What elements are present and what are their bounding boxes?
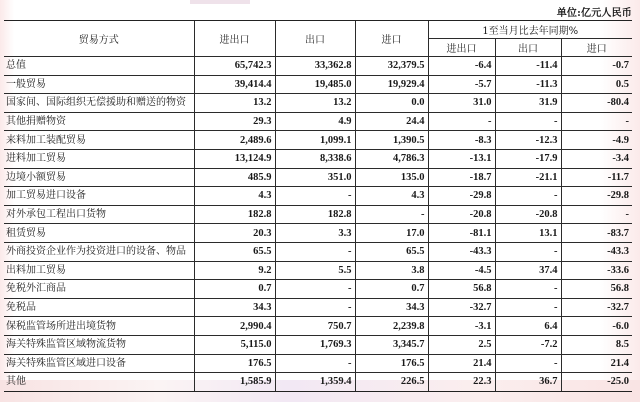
cell-yoy-import: -29.8 xyxy=(561,187,632,206)
cell-total: 176.5 xyxy=(194,354,275,373)
header-import: 进口 xyxy=(355,21,428,57)
cell-yoy-import: -6.0 xyxy=(561,317,632,336)
cell-import: 32,379.5 xyxy=(355,57,428,76)
cell-yoy-total: -18.7 xyxy=(428,168,495,187)
cell-import: 24.4 xyxy=(355,112,428,131)
cell-yoy-total: -6.4 xyxy=(428,57,495,76)
cell-import: 65.5 xyxy=(355,242,428,261)
header-yoy-group: 1至当月比去年同期% xyxy=(428,21,632,39)
cell-name: 保税监管场所进出境货物 xyxy=(4,317,194,336)
cell-yoy-export: -20.8 xyxy=(495,205,561,224)
cell-total: 2,489.6 xyxy=(194,131,275,150)
cell-yoy-total: - xyxy=(428,112,495,131)
header-yoy-export: 出口 xyxy=(495,39,561,57)
cell-total: 39,414.4 xyxy=(194,75,275,94)
cell-name: 海关特殊监管区域物流货物 xyxy=(4,335,194,354)
cell-import: 2,239.8 xyxy=(355,317,428,336)
cell-yoy-import: -33.6 xyxy=(561,261,632,280)
cell-yoy-import: -3.4 xyxy=(561,149,632,168)
cell-total: 1,585.9 xyxy=(194,373,275,392)
cell-yoy-export: -12.3 xyxy=(495,131,561,150)
cell-yoy-export: - xyxy=(495,242,561,261)
cell-export: - xyxy=(275,298,355,317)
cell-yoy-import: -83.7 xyxy=(561,224,632,243)
table-row xyxy=(4,224,632,243)
cell-yoy-import: 8.5 xyxy=(561,335,632,354)
table-row xyxy=(4,149,632,168)
cell-export: - xyxy=(275,187,355,206)
cell-import: 4.3 xyxy=(355,187,428,206)
header-total: 进出口 xyxy=(194,21,275,57)
cell-total: 29.3 xyxy=(194,112,275,131)
table-row xyxy=(4,298,632,317)
cell-export: 1,359.4 xyxy=(275,373,355,392)
cell-yoy-import: -80.4 xyxy=(561,94,632,113)
cell-name: 来料加工装配贸易 xyxy=(4,131,194,150)
cell-export: 182.8 xyxy=(275,205,355,224)
cell-name: 对外承包工程出口货物 xyxy=(4,205,194,224)
header-export: 出口 xyxy=(275,21,355,57)
table-row xyxy=(4,205,632,224)
cell-export: 1,099.1 xyxy=(275,131,355,150)
cell-yoy-total: -32.7 xyxy=(428,298,495,317)
cell-yoy-export: -7.2 xyxy=(495,335,561,354)
cell-import: 0.0 xyxy=(355,94,428,113)
cell-export: - xyxy=(275,354,355,373)
cell-export: 33,362.8 xyxy=(275,57,355,76)
table-row xyxy=(4,57,632,76)
table-row xyxy=(4,261,632,280)
cell-yoy-import: - xyxy=(561,112,632,131)
cell-total: 2,990.4 xyxy=(194,317,275,336)
trade-mode-table xyxy=(4,20,632,392)
table-row xyxy=(4,94,632,113)
cell-yoy-export: 37.4 xyxy=(495,261,561,280)
cell-name: 国家间、国际组织无偿援助和赠送的物资 xyxy=(4,94,194,113)
table-row xyxy=(4,187,632,206)
cell-name: 其他捐赠物资 xyxy=(4,112,194,131)
cell-yoy-import: 21.4 xyxy=(561,354,632,373)
cell-name: 边境小额贸易 xyxy=(4,168,194,187)
cell-yoy-import: -0.7 xyxy=(561,57,632,76)
cell-export: 5.5 xyxy=(275,261,355,280)
cell-yoy-export: -11.4 xyxy=(495,57,561,76)
cell-yoy-total: -4.5 xyxy=(428,261,495,280)
cell-yoy-import: 0.5 xyxy=(561,75,632,94)
cell-import: - xyxy=(355,205,428,224)
cell-export: 3.3 xyxy=(275,224,355,243)
table-row xyxy=(4,354,632,373)
cell-total: 13.2 xyxy=(194,94,275,113)
cell-name: 进料加工贸易 xyxy=(4,149,194,168)
table-row xyxy=(4,75,632,94)
cell-yoy-total: -29.8 xyxy=(428,187,495,206)
cell-yoy-import: -25.0 xyxy=(561,373,632,392)
cell-name: 一般贸易 xyxy=(4,75,194,94)
unit-label: 单位:亿元人民币 xyxy=(556,8,632,19)
table-row xyxy=(4,168,632,187)
table-row xyxy=(4,131,632,150)
cell-import: 226.5 xyxy=(355,373,428,392)
cell-yoy-export: - xyxy=(495,112,561,131)
cell-total: 4.3 xyxy=(194,187,275,206)
table-row xyxy=(4,317,632,336)
table-row xyxy=(4,112,632,131)
table-row xyxy=(4,242,632,261)
cell-yoy-import: -43.3 xyxy=(561,242,632,261)
cell-total: 485.9 xyxy=(194,168,275,187)
cell-import: 4,786.3 xyxy=(355,149,428,168)
cell-yoy-export: -11.3 xyxy=(495,75,561,94)
cell-name: 加工贸易进口设备 xyxy=(4,187,194,206)
cell-name: 租赁贸易 xyxy=(4,224,194,243)
cell-total: 13,124.9 xyxy=(194,149,275,168)
cell-export: 1,769.3 xyxy=(275,335,355,354)
cell-import: 1,390.5 xyxy=(355,131,428,150)
cell-yoy-export: - xyxy=(495,187,561,206)
cell-export: 750.7 xyxy=(275,317,355,336)
cell-total: 65,742.3 xyxy=(194,57,275,76)
cell-total: 0.7 xyxy=(194,280,275,299)
cell-import: 34.3 xyxy=(355,298,428,317)
cell-import: 3.8 xyxy=(355,261,428,280)
cell-import: 17.0 xyxy=(355,224,428,243)
cell-yoy-total: -81.1 xyxy=(428,224,495,243)
cell-export: 19,485.0 xyxy=(275,75,355,94)
cell-yoy-import: -32.7 xyxy=(561,298,632,317)
cell-yoy-import: - xyxy=(561,205,632,224)
header-trade-mode: 贸易方式 xyxy=(4,21,194,57)
table-row xyxy=(4,373,632,392)
cell-yoy-total: -13.1 xyxy=(428,149,495,168)
cell-export: 13.2 xyxy=(275,94,355,113)
cell-name: 外商投资企业作为投资进口的设备、物品 xyxy=(4,242,194,261)
cell-yoy-total: 2.5 xyxy=(428,335,495,354)
scan-artifact-top xyxy=(190,0,250,4)
cell-name: 海关特殊监管区域进口设备 xyxy=(4,354,194,373)
cell-import: 19,929.4 xyxy=(355,75,428,94)
cell-yoy-total: -20.8 xyxy=(428,205,495,224)
cell-export: - xyxy=(275,242,355,261)
cell-total: 9.2 xyxy=(194,261,275,280)
cell-import: 0.7 xyxy=(355,280,428,299)
cell-name: 总值 xyxy=(4,57,194,76)
cell-yoy-total: 21.4 xyxy=(428,354,495,373)
cell-yoy-export: - xyxy=(495,298,561,317)
table-row xyxy=(4,280,632,299)
cell-yoy-total: -8.3 xyxy=(428,131,495,150)
cell-yoy-export: -21.1 xyxy=(495,168,561,187)
cell-import: 3,345.7 xyxy=(355,335,428,354)
cell-yoy-total: 22.3 xyxy=(428,373,495,392)
cell-import: 176.5 xyxy=(355,354,428,373)
cell-yoy-export: - xyxy=(495,280,561,299)
cell-yoy-total: 31.0 xyxy=(428,94,495,113)
cell-yoy-import: -11.7 xyxy=(561,168,632,187)
cell-yoy-import: -4.9 xyxy=(561,131,632,150)
cell-total: 5,115.0 xyxy=(194,335,275,354)
cell-yoy-export: - xyxy=(495,354,561,373)
cell-export: 351.0 xyxy=(275,168,355,187)
header-row-1 xyxy=(4,21,632,39)
cell-yoy-export: 6.4 xyxy=(495,317,561,336)
cell-name: 其他 xyxy=(4,373,194,392)
cell-import: 135.0 xyxy=(355,168,428,187)
cell-name: 出料加工贸易 xyxy=(4,261,194,280)
cell-export: 4.9 xyxy=(275,112,355,131)
cell-total: 182.8 xyxy=(194,205,275,224)
cell-total: 20.3 xyxy=(194,224,275,243)
cell-yoy-total: -3.1 xyxy=(428,317,495,336)
cell-name: 免税外汇商品 xyxy=(4,280,194,299)
table-row xyxy=(4,335,632,354)
cell-yoy-total: 56.8 xyxy=(428,280,495,299)
cell-export: 8,338.6 xyxy=(275,149,355,168)
cell-total: 34.3 xyxy=(194,298,275,317)
header-yoy-import: 进口 xyxy=(561,39,632,57)
cell-yoy-export: 13.1 xyxy=(495,224,561,243)
cell-total: 65.5 xyxy=(194,242,275,261)
cell-name: 免税品 xyxy=(4,298,194,317)
cell-yoy-export: 36.7 xyxy=(495,373,561,392)
cell-yoy-export: 31.9 xyxy=(495,94,561,113)
header-yoy-total: 进出口 xyxy=(428,39,495,57)
cell-yoy-export: -17.9 xyxy=(495,149,561,168)
cell-yoy-import: 56.8 xyxy=(561,280,632,299)
cell-export: - xyxy=(275,280,355,299)
cell-yoy-total: -5.7 xyxy=(428,75,495,94)
cell-yoy-total: -43.3 xyxy=(428,242,495,261)
